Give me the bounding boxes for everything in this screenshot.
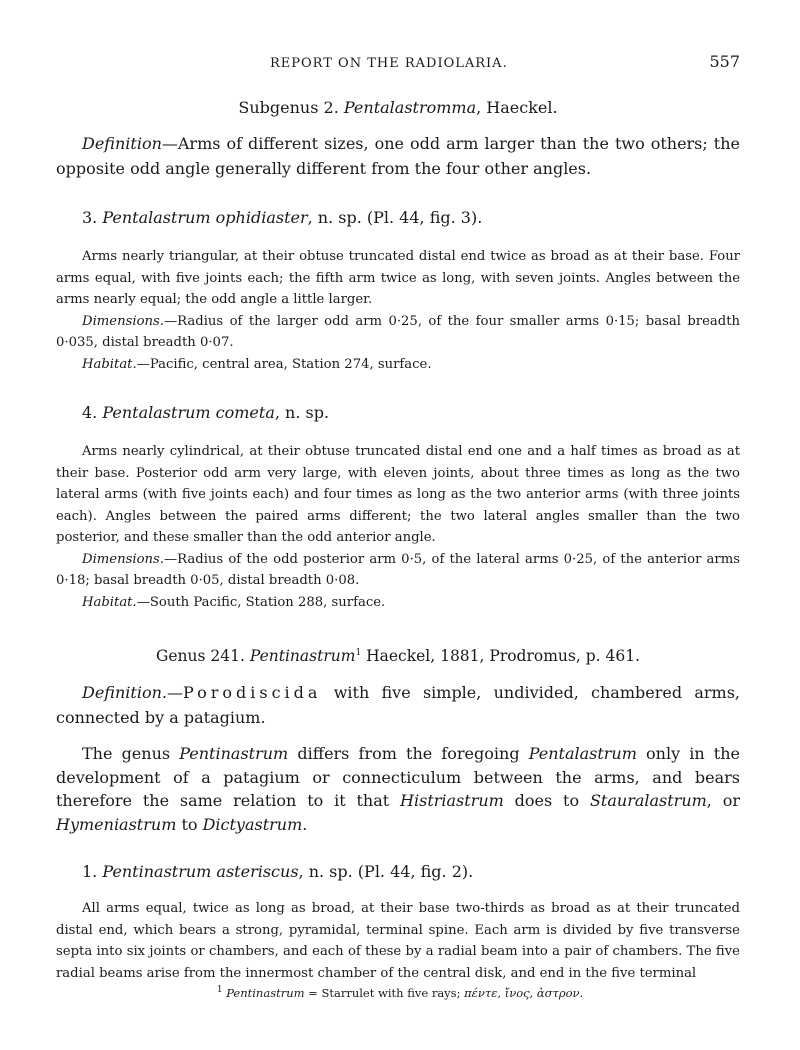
text-run: differs from the foregoing: [288, 744, 529, 763]
definition-body: —Arms of different sizes, one odd arm larger than the two others; the opposite odd angle generally different from the four other angles.: [56, 134, 740, 178]
footnote-text: = Starrulet with five rays;: [304, 985, 465, 1000]
species-4-heading: [56, 403, 740, 422]
definition-dash: —: [166, 683, 183, 702]
species-suffix: , n. sp.: [274, 403, 330, 422]
habitat-text: —Pacific, central area, Station 274, surface.: [136, 356, 432, 372]
text-run: only in the development of a patagium or connecticulum between the arms, and bears therefore the same relation to it that: [56, 744, 740, 810]
habitat-label: Habitat.: [82, 594, 137, 610]
species-1-description: All arms equal, twice as long as broad, at their base two-thirds as broad as at their truncated distal end, which bears a strong, pyramidal, terminal spine. Each arm is divided by five transverse septa into six joints or chambers, and each of these by a radial beam into a pair of chambers. The five radial beams arise from the innermost chamber of the central disk, and end in the five terminal: [56, 901, 740, 981]
species-name: Pentalastrum cometa: [102, 403, 275, 422]
genus-definition: [56, 680, 740, 730]
genus-name: Pentinastrum: [249, 647, 356, 665]
species-3-body: [56, 246, 740, 375]
species-4-dimensions: [56, 549, 740, 592]
footnote: [0, 985, 800, 1000]
species-1-title: [56, 862, 740, 881]
definition-label: Definition: [82, 134, 162, 153]
genus-ref: Stauralastrum: [589, 791, 707, 810]
footnote-genus: Pentinastrum: [226, 985, 305, 1000]
footnote-reference: 1: [355, 647, 362, 658]
habitat-label: Habitat.: [82, 356, 137, 372]
dimensions-text: —Radius of the odd posterior arm 0·5, of the lateral arms 0·25, of the anterior arms 0·18; basal breadth 0·05, distal breadth 0·08.: [56, 551, 740, 588]
genus-suffix: Haeckel, 1881, Prodromus, p. 461.: [361, 647, 640, 665]
subgenus-heading: [56, 98, 740, 117]
subgenus-definition-text: [56, 131, 740, 181]
definition-body: with five simple, undivided, chambered arms, connected by a patagium.: [56, 683, 740, 727]
text-run: , or: [706, 791, 741, 810]
subgenus-definition: [56, 131, 740, 181]
species-suffix: , n. sp. (Pl. 44, fig. 3).: [307, 208, 483, 227]
dimensions-label: Dimensions.: [82, 551, 164, 567]
species-3-description: Arms nearly triangular, at their obtuse truncated distal end twice as broad as at their base. Four arms equal, with five joints each; the fifth arm twice as long, with seven joints. Angles between the arms nearly equal; the odd angle a little larger.: [56, 249, 740, 307]
genus-discussion-text: [56, 742, 740, 836]
species-3-habitat: [56, 354, 740, 376]
species-name: Pentinastrum asteriscus: [102, 862, 299, 881]
species-4-description: Arms nearly cylindrical, at their obtuse truncated distal end one and a half times as broad as at their base. Posterior odd arm very large, with eleven joints, about three times as long as the two lateral arms (with five joints each) and four times as long as the two anterior arms (with three joints each). Angles between the paired arms different; the two lateral angles smaller than the two posterior, and these smaller than the odd anterior angle.: [56, 444, 740, 545]
species-number: 4.: [82, 403, 98, 422]
genus-ref: Dictyastrum: [202, 814, 303, 834]
genus-ref: Pentalastrum: [528, 744, 637, 763]
text-run: to: [176, 814, 203, 834]
species-4-habitat: [56, 592, 740, 614]
dimensions-text: —Radius of the larger odd arm 0·25, of the four smaller arms 0·15; basal breadth 0·035, distal breadth 0·07.: [56, 313, 740, 350]
species-4-body: [56, 441, 740, 613]
species-name: Pentalastrum ophidiaster: [102, 208, 308, 227]
species-3-title: [56, 208, 740, 227]
subgenus-name: Pentalastromma: [343, 98, 477, 117]
dimensions-label: Dimensions.: [82, 313, 164, 329]
page-number: 557: [709, 52, 740, 71]
species-number: 1.: [82, 862, 98, 881]
text-run: does to: [503, 791, 590, 810]
species-suffix: , n. sp. (Pl. 44, fig. 2).: [298, 862, 474, 881]
running-title: REPORT ON THE RADIOLARIA.: [270, 56, 508, 71]
footnote-greek: πέντε, ἴνος, ἀστρον.: [464, 985, 584, 1000]
text-run: .: [302, 814, 308, 834]
genus-ref: Histriastrum: [400, 791, 504, 810]
genus-prefix: Genus 241.: [156, 647, 245, 665]
text-run: The genus: [82, 744, 180, 763]
family-name: Porodiscida: [182, 683, 322, 702]
species-3-heading: [56, 208, 740, 227]
species-1-heading: [56, 862, 740, 881]
definition-label: Definition.: [82, 683, 167, 702]
species-4-title: [56, 403, 740, 422]
genus-discussion: [56, 742, 740, 836]
footnote-mark: 1: [216, 985, 223, 995]
subgenus-author: , Haeckel.: [476, 98, 558, 117]
species-number: 3.: [82, 208, 98, 227]
subgenus-prefix: Subgenus 2.: [238, 98, 339, 117]
species-1-body: [56, 898, 740, 984]
genus-heading: [56, 647, 740, 665]
genus-ref: Pentinastrum: [179, 744, 289, 763]
running-head: [0, 44, 800, 74]
genus-ref: Hymeniastrum: [56, 814, 177, 834]
genus-definition-text: [56, 680, 740, 730]
habitat-text: —South Pacific, Station 288, surface.: [136, 594, 386, 610]
species-3-dimensions: [56, 311, 740, 354]
